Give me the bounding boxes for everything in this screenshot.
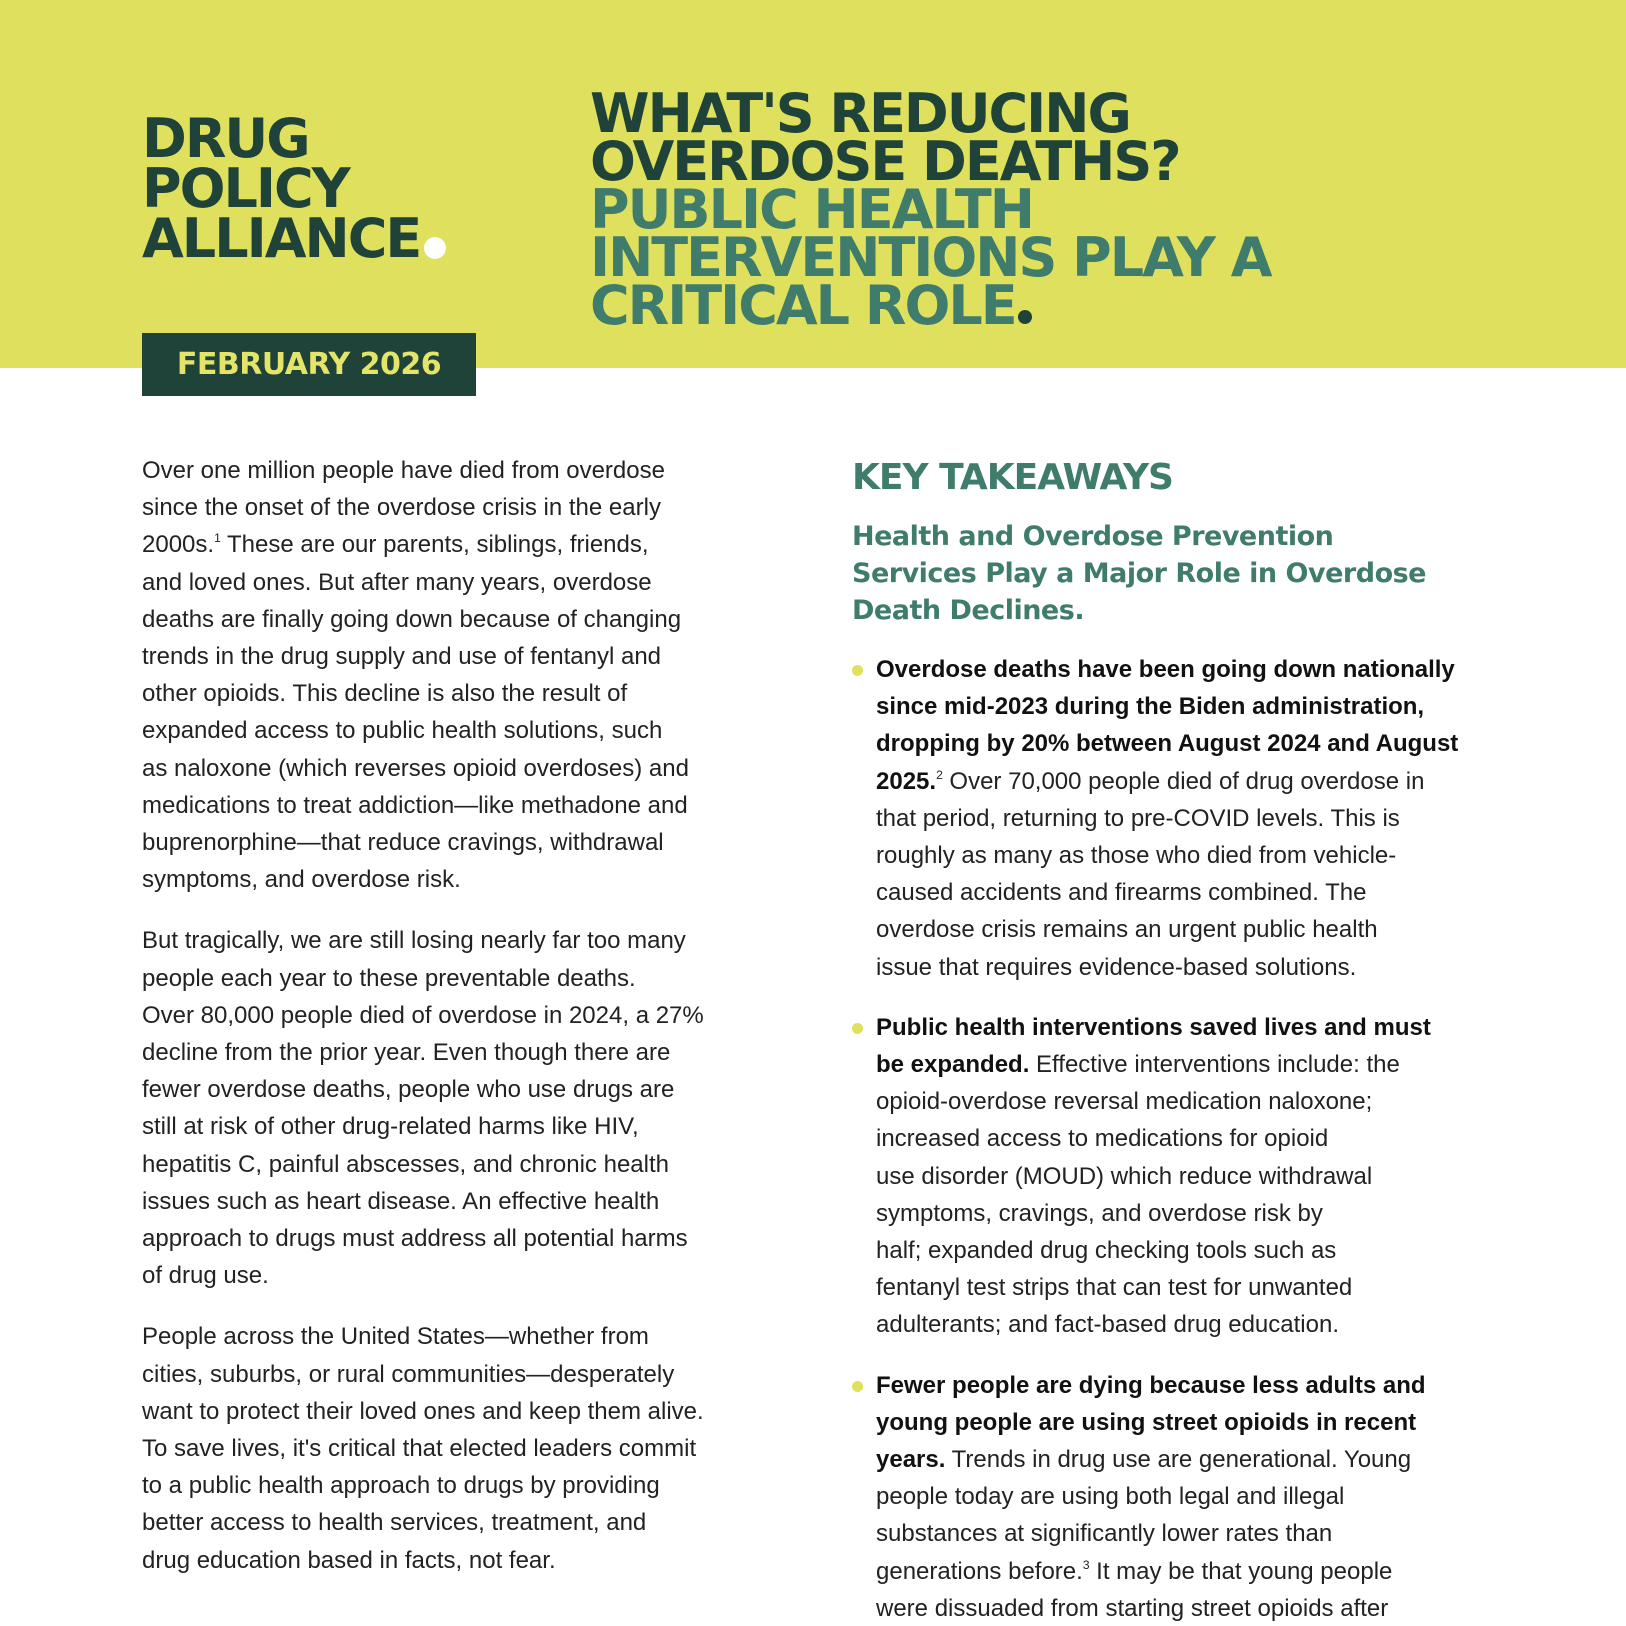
text-line	[876, 1046, 1512, 1083]
text-line	[876, 1553, 1512, 1590]
text-fragment: It may be that young people	[1089, 1557, 1393, 1585]
text-line: deaths are finally going down because of changing	[142, 605, 682, 633]
text-line: fentanyl test strips that can test for unwanted	[876, 1274, 1353, 1302]
logo-line: DRUG	[142, 107, 309, 170]
text-line: opioid-overdose reversal medication naloxone;	[876, 1088, 1373, 1116]
takeaways-subheading	[852, 518, 1512, 629]
text-fragment: Over 70,000 people died of drug overdose in	[942, 767, 1425, 795]
title-line: PUBLIC HEALTH	[590, 178, 1033, 241]
text-line	[876, 1441, 1512, 1478]
intro-paragraph-2	[142, 922, 792, 1294]
text-line: as naloxone (which reverses opioid overdoses) and	[142, 754, 689, 782]
text-line: symptoms, and overdose risk.	[142, 866, 461, 894]
text-line	[142, 526, 792, 563]
text-fragment: These are our parents, siblings, friends,	[220, 531, 649, 559]
text-line: Death Declines.	[852, 595, 1085, 626]
intro-column	[142, 452, 792, 1603]
takeaways-column	[852, 454, 1512, 1626]
text-line	[876, 763, 1512, 800]
text-line: caused accidents and firearms combined. The	[876, 879, 1367, 907]
text-line: But tragically, we are still losing nearly far too many	[142, 927, 686, 955]
text-fragment: 2025.	[876, 767, 937, 795]
text-line: people each year to these preventable deaths.	[142, 964, 636, 992]
page-title	[590, 82, 1271, 337]
title-line-last	[590, 274, 1270, 337]
logo	[142, 107, 446, 270]
text-fragment: 2000s.	[142, 531, 215, 559]
text-fragment: generations before.	[876, 1557, 1083, 1585]
footnote-ref[interactable]: 2	[936, 767, 943, 782]
text-line: adulterants; and fact-based drug education.	[876, 1311, 1339, 1339]
text-line: that period, returning to pre-COVID levels. This is	[876, 804, 1400, 832]
text-line: overdose crisis remains an urgent public health	[876, 916, 1378, 944]
title-dot-icon	[1018, 310, 1032, 324]
list-item	[852, 1009, 1512, 1344]
footnote-ref[interactable]: 3	[1082, 1557, 1090, 1572]
text-line: Health and Overdose Prevention	[852, 521, 1334, 552]
text-fragment: years.	[876, 1446, 946, 1474]
text-line: cities, suburbs, or rural communities—desperately	[142, 1360, 675, 1388]
text-line: medications to treat addiction—like methadone and	[142, 791, 688, 819]
title-line: OVERDOSE DEATHS?	[590, 130, 1180, 193]
text-line: to a public health approach to drugs by providing	[142, 1472, 660, 1500]
text-line: half; expanded drug checking tools such as	[876, 1237, 1337, 1265]
bullet-dot-icon	[852, 1381, 863, 1392]
text-line: people today are using both legal and illegal	[876, 1483, 1345, 1511]
text-fragment: be expanded.	[876, 1051, 1030, 1079]
text-line: issues such as heart disease. An effective health	[142, 1187, 660, 1215]
logo-dot-icon	[424, 237, 446, 259]
text-fragment: Effective interventions include: the	[1029, 1051, 1400, 1079]
footnote-ref[interactable]: 1	[214, 531, 221, 546]
text-line: young people are using street opioids in recent	[876, 1408, 1417, 1436]
text-line: Overdose deaths have been going down nationally	[876, 656, 1455, 683]
text-line: want to protect their loved ones and keep them alive.	[142, 1397, 704, 1425]
text-line: issue that requires evidence-based solutions.	[876, 953, 1357, 981]
date-badge: FEBRUARY 2026	[142, 333, 476, 396]
text-fragment: Trends in drug use are generational. Young	[945, 1446, 1412, 1474]
text-line: People across the United States—whether from	[142, 1323, 649, 1351]
text-line: symptoms, cravings, and overdose risk by	[876, 1199, 1323, 1227]
text-line: other opioids. This decline is also the result of	[142, 680, 628, 708]
text-line: expanded access to public health solutions, such	[142, 717, 663, 745]
title-line: CRITICAL ROLE	[590, 274, 1016, 337]
text-line: use disorder (MOUD) which reduce withdrawal	[876, 1162, 1373, 1190]
title-line: WHAT'S REDUCING	[590, 82, 1130, 145]
text-line: trends in the drug supply and use of fentanyl and	[142, 643, 662, 671]
logo-line: POLICY	[142, 157, 349, 220]
text-line: increased access to medications for opioid	[876, 1125, 1329, 1153]
text-line: of drug use.	[142, 1262, 269, 1290]
bullet-dot-icon	[852, 665, 863, 676]
text-line: drug education based in facts, not fear.	[142, 1546, 556, 1574]
text-line: buprenorphine—that reduce cravings, withdrawal	[142, 829, 664, 857]
text-line: Over one million people have died from overdose	[142, 457, 665, 484]
text-line: were dissuaded from starting street opioids after	[876, 1594, 1389, 1622]
text-line: better access to health services, treatment, and	[142, 1509, 647, 1537]
text-line: To save lives, it's critical that elected leaders commit	[142, 1435, 697, 1463]
text-line: Public health interventions saved lives and must	[876, 1013, 1431, 1041]
text-line: approach to drugs must address all potential harms	[142, 1225, 688, 1253]
text-line: fewer overdose deaths, people who use drugs are	[142, 1076, 675, 1104]
list-item	[852, 1367, 1512, 1626]
logo-line: ALLIANCE	[142, 207, 421, 270]
takeaways-heading: KEY TAKEAWAYS	[852, 457, 1173, 498]
text-line: Services Play a Major Role in Overdose	[852, 558, 1426, 589]
text-line: since mid-2023 during the Biden administration,	[876, 693, 1425, 721]
intro-paragraph-1	[142, 452, 792, 898]
text-line: and loved ones. But after many years, overdose	[142, 568, 652, 596]
title-line: INTERVENTIONS PLAY A	[590, 226, 1271, 289]
text-line: Fewer people are dying because less adults and	[876, 1371, 1426, 1399]
text-line: substances at significantly lower rates than	[876, 1520, 1333, 1548]
text-line: since the onset of the overdose crisis in the early	[142, 494, 661, 522]
text-line: decline from the prior year. Even though there are	[142, 1039, 671, 1067]
list-item	[852, 651, 1512, 986]
bullet-dot-icon	[852, 1023, 863, 1034]
logo-line-last	[142, 207, 446, 270]
text-line: dropping by 20% between August 2024 and August	[876, 730, 1459, 758]
text-line: hepatitis C, painful abscesses, and chronic health	[142, 1150, 669, 1178]
text-line: still at risk of other drug-related harms like HIV,	[142, 1113, 639, 1141]
text-line: Over 80,000 people died of overdose in 2024, a 27%	[142, 1001, 704, 1029]
text-line: roughly as many as those who died from vehicle-	[876, 842, 1397, 870]
takeaways-list	[852, 651, 1512, 1626]
intro-paragraph-3	[142, 1318, 792, 1578]
